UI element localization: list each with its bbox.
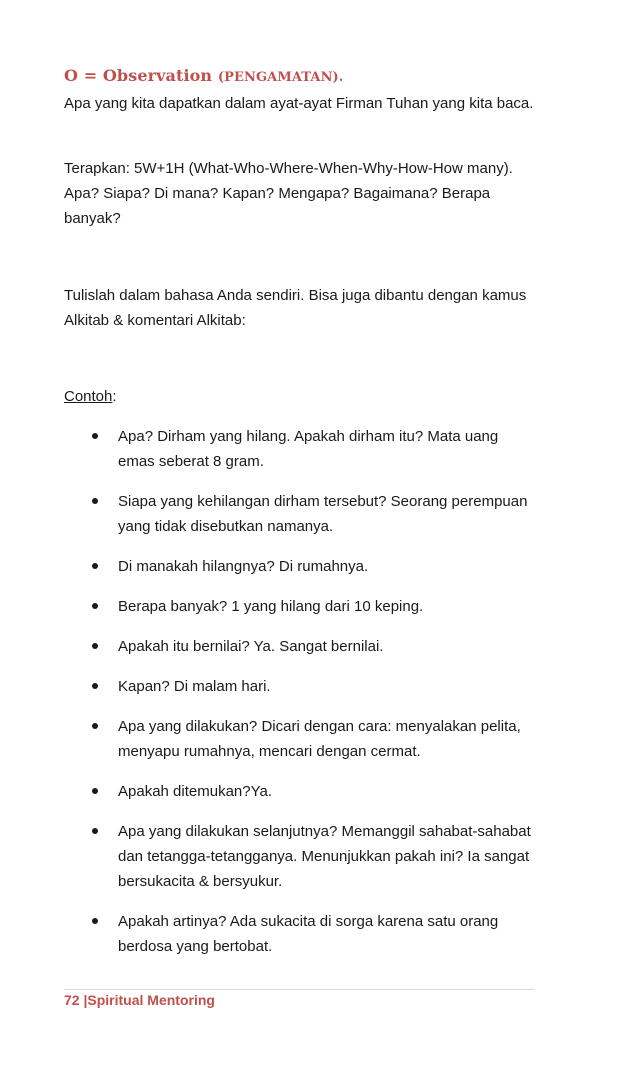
paragraph-apply: Terapkan: 5W+1H (What-Who-Where-When-Why-How-How many). Apa? Siapa? Di mana? Kapan? Mengapa? Bagaimana? Berapa banyak? xyxy=(64,160,513,227)
list-item-text: Apa yang dilakukan selanjutnya? Memanggil sahabat-sahabat dan tetangga-tetangganya. Menunjukkan pakah ini? Ia sangat bersukacita & bersyukur. xyxy=(118,823,531,890)
section-heading xyxy=(64,66,343,85)
bullet-icon xyxy=(92,828,98,834)
paragraph-intro: Apa yang kita dapatkan dalam ayat-ayat Firman Tuhan yang kita baca. xyxy=(64,95,534,112)
heading-sub: (PENGAMATAN). xyxy=(217,70,344,85)
list-item-text: Apa? Dirham yang hilang. Apakah dirham itu? Mata uang emas seberat 8 gram. xyxy=(118,428,499,470)
bullet-icon xyxy=(92,683,98,689)
list-item xyxy=(64,909,534,959)
bullet-icon xyxy=(92,723,98,729)
list-item-text: Kapan? Di malam hari. xyxy=(118,678,271,695)
list-item xyxy=(64,424,534,474)
bullet-icon xyxy=(92,563,98,569)
list-item xyxy=(64,554,534,579)
bullet-icon xyxy=(92,498,98,504)
list-item xyxy=(64,489,534,539)
heading-main: O = Observation xyxy=(64,66,213,85)
document-page xyxy=(64,0,534,1085)
list-item-text: Siapa yang kehilangan dirham tersebut? Seorang perempuan yang tidak disebutkan namanya. xyxy=(118,493,528,535)
bullet-icon xyxy=(92,788,98,794)
list-item xyxy=(64,674,534,699)
list-item xyxy=(64,819,534,894)
bullet-icon xyxy=(92,433,98,439)
footer-divider xyxy=(64,989,534,990)
example-list xyxy=(64,424,534,974)
bullet-icon xyxy=(92,918,98,924)
bullet-icon xyxy=(92,603,98,609)
list-item-text: Apa yang dilakukan? Dicari dengan cara: menyalakan pelita, menyapu rumahnya, mencari dengan cermat. xyxy=(118,718,521,760)
list-item-text: Apakah ditemukan?Ya. xyxy=(118,783,272,800)
list-item xyxy=(64,779,534,804)
list-item-text: Di manakah hilangnya? Di rumahnya. xyxy=(118,558,369,575)
bullet-icon xyxy=(92,643,98,649)
example-label-text: Contoh xyxy=(64,388,113,405)
page-footer: 72 |Spiritual Mentoring xyxy=(64,992,215,1008)
list-item xyxy=(64,594,534,619)
list-item-text: Apakah itu bernilai? Ya. Sangat bernilai. xyxy=(118,638,384,655)
list-item-text: Apakah artinya? Ada sukacita di sorga karena satu orang berdosa yang bertobat. xyxy=(118,913,499,955)
list-item-text: Berapa banyak? 1 yang hilang dari 10 keping. xyxy=(118,598,424,615)
paragraph-write: Tulislah dalam bahasa Anda sendiri. Bisa juga dibantu dengan kamus Alkitab & komentari Alkitab: xyxy=(64,287,527,329)
example-label xyxy=(64,384,117,409)
list-item xyxy=(64,714,534,764)
example-label-colon: : xyxy=(112,388,117,405)
list-item xyxy=(64,634,534,659)
